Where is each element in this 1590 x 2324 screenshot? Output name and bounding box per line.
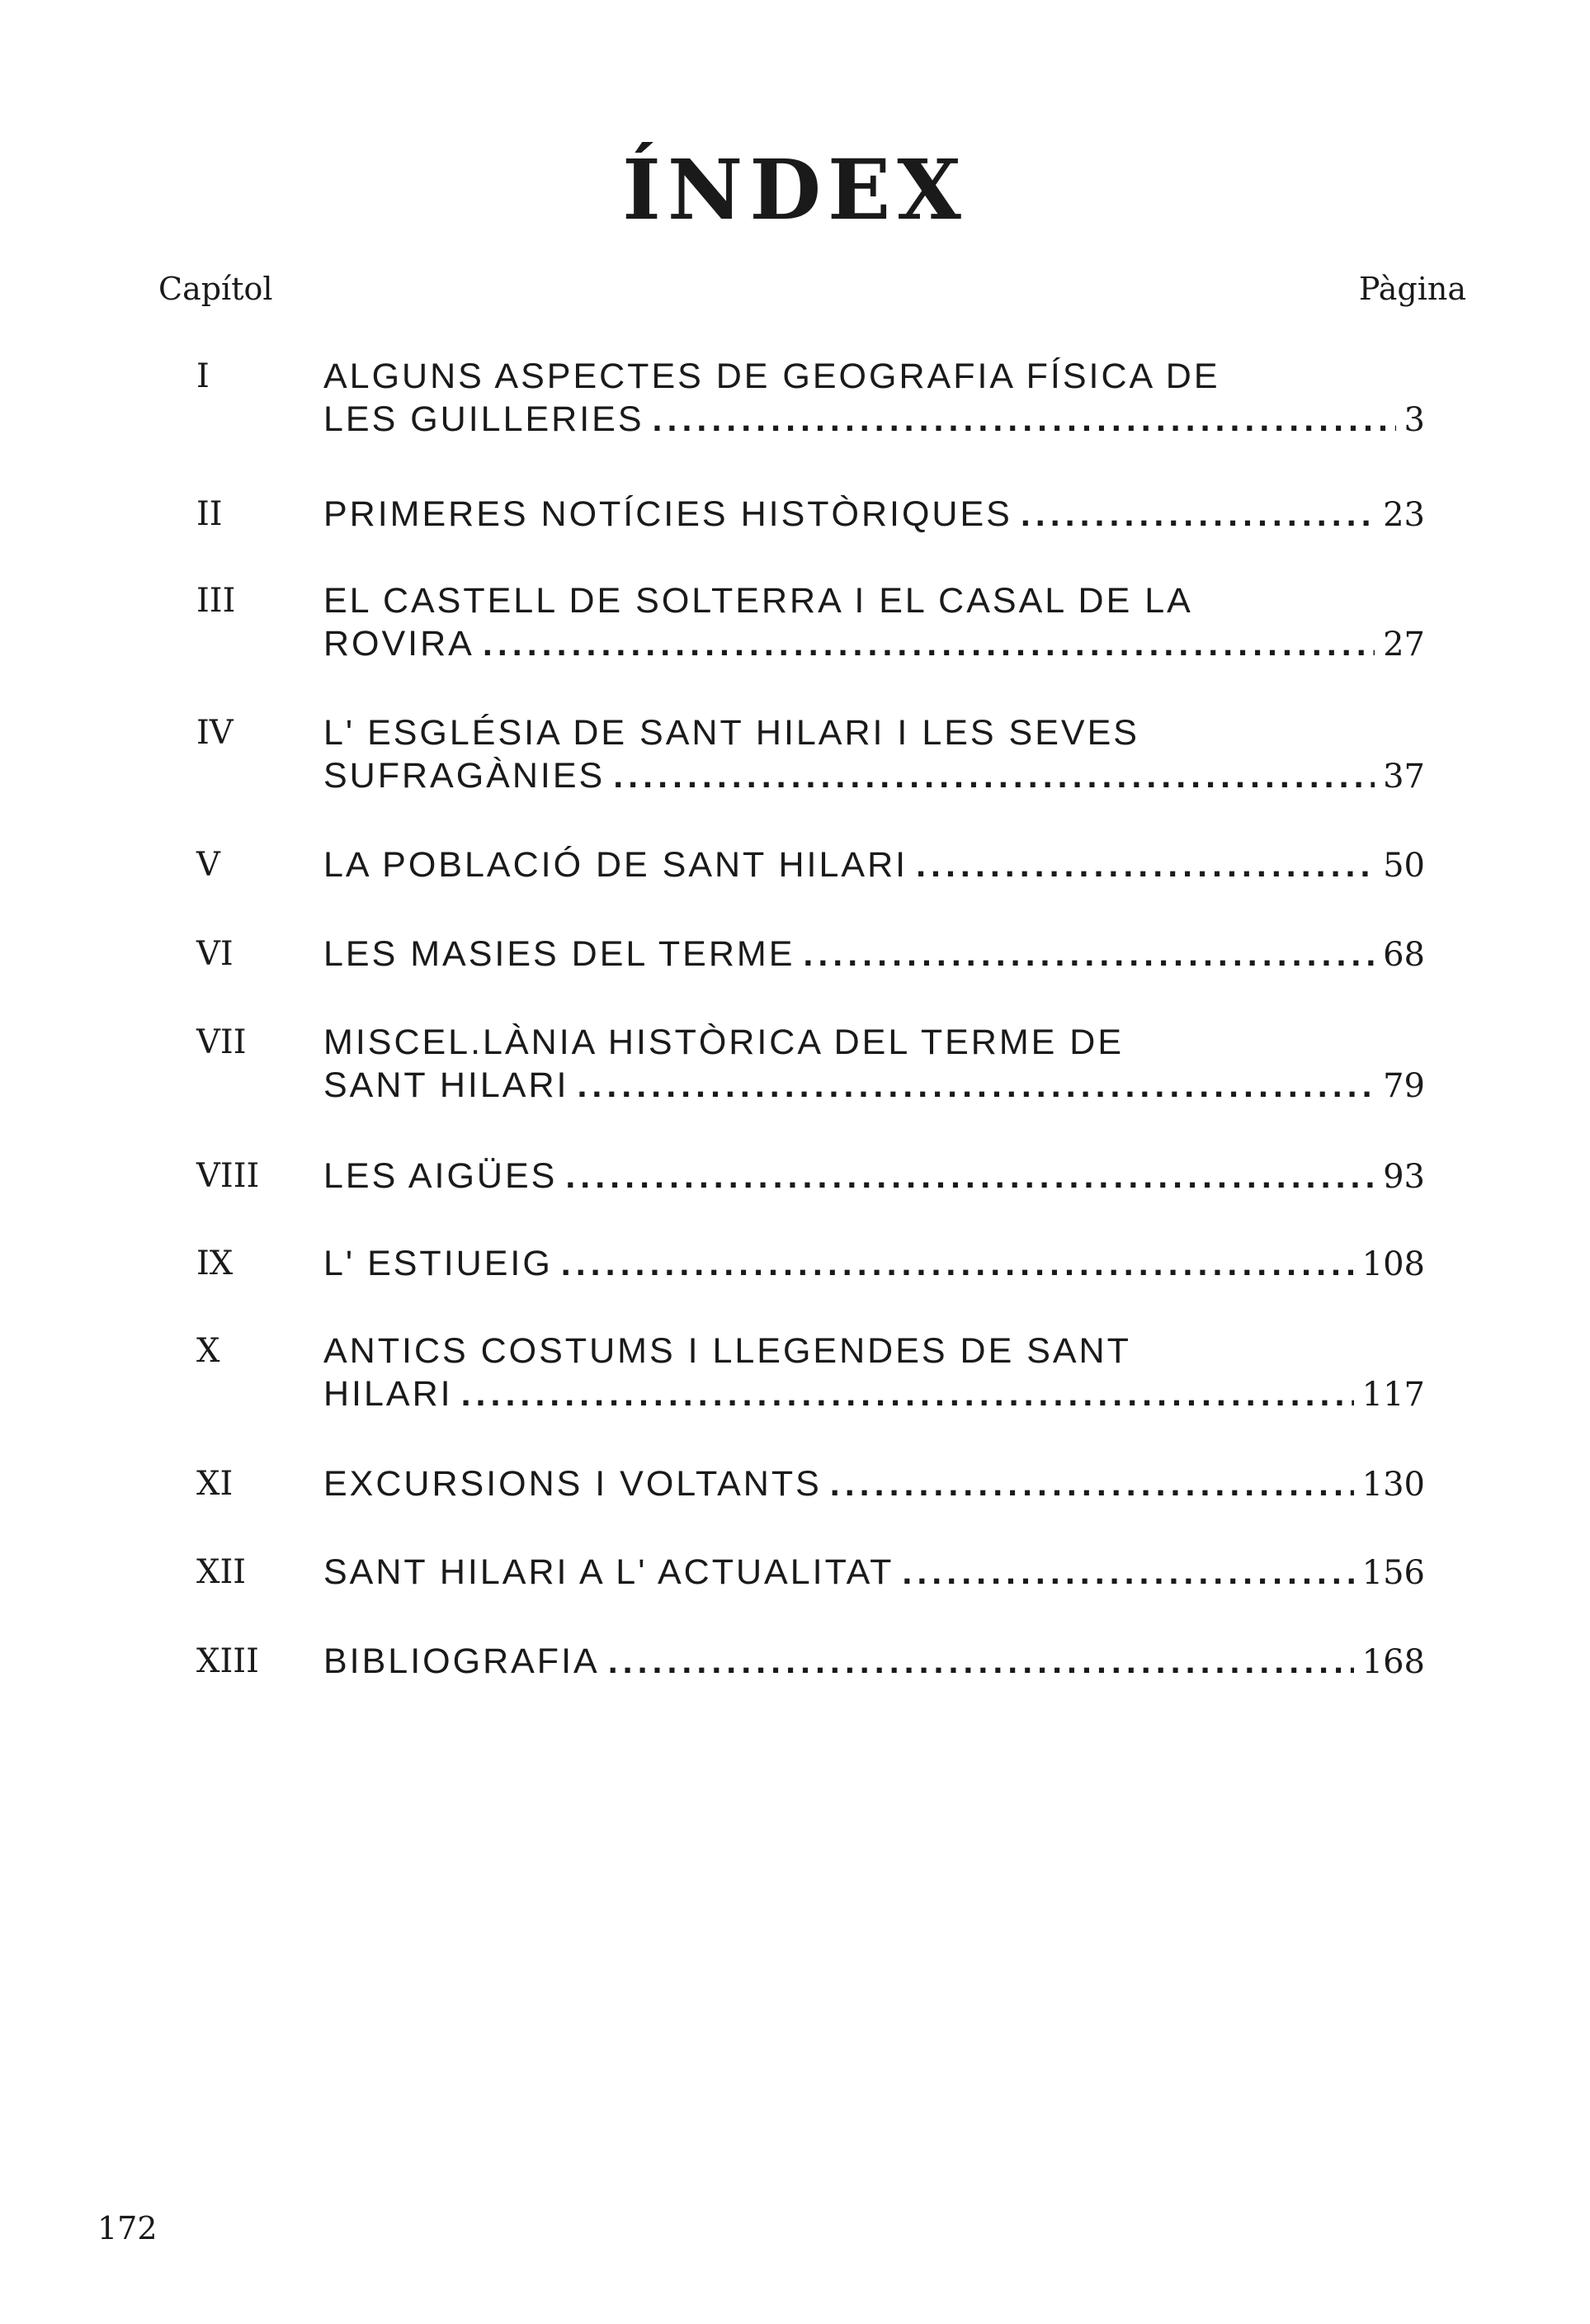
- chapter-title: [323, 579, 1425, 666]
- chapter-title: [323, 1021, 1425, 1108]
- chapter-title-line: MISCEL.LÀNIA HISTÒRICA DEL TERME DE: [323, 1023, 1124, 1062]
- dot-leader: [565, 1155, 1375, 1197]
- dot-leader: [561, 1242, 1354, 1285]
- chapter-page-number: 156: [1361, 1554, 1425, 1592]
- chapter-title: [323, 711, 1425, 798]
- chapter-number: XII: [196, 1553, 247, 1591]
- chapter-title-line: EL CASTELL DE SOLTERRA I EL CASAL DE LA: [323, 581, 1193, 621]
- chapter-title-leader-line: [323, 843, 1425, 887]
- chapter-title: [323, 1640, 1425, 1684]
- chapter-title-text: LES AIGÜES: [323, 1156, 558, 1196]
- chapter-title-text: SANT HILARI A L' ACTUALITAT: [323, 1552, 894, 1592]
- chapter-title-text: ROVIRA: [323, 624, 474, 664]
- chapter-title-leader-line: [323, 1462, 1425, 1506]
- chapter-title: [323, 493, 1425, 536]
- chapter-number: V: [196, 846, 220, 884]
- chapter-title-leader-line: [323, 1551, 1425, 1594]
- dot-leader: [830, 1462, 1354, 1505]
- chapter-page-number: 27: [1383, 626, 1425, 664]
- chapter-title: [323, 933, 1425, 976]
- dot-leader: [577, 1064, 1375, 1107]
- chapter-page-number: 108: [1361, 1245, 1425, 1283]
- chapter-page-number: 93: [1383, 1158, 1425, 1196]
- chapter-number: I: [196, 357, 210, 395]
- dot-leader: [916, 843, 1375, 886]
- chapter-title-leader-line: [323, 754, 1425, 798]
- chapter-title-leader-line: [323, 1372, 1425, 1416]
- chapter-number: III: [196, 582, 236, 620]
- page-column-label: Pàgina: [1358, 271, 1466, 307]
- chapter-title-text: PRIMERES NOTÍCIES HISTÒRIQUES: [323, 494, 1012, 534]
- dot-leader: [483, 622, 1375, 665]
- chapter-title-text: LES MASIES DEL TERME: [323, 934, 795, 974]
- chapter-title-text: SUFRAGÀNIES: [323, 756, 606, 796]
- page-number: 172: [97, 2210, 158, 2246]
- chapter-title-leader-line: [323, 398, 1425, 442]
- page-title: ÍNDEX: [622, 141, 968, 239]
- chapter-title: [323, 1242, 1425, 1286]
- chapter-title-leader-line: [323, 933, 1425, 976]
- dot-leader: [653, 398, 1396, 441]
- chapter-title: [323, 1155, 1425, 1198]
- chapter-title-line: ALGUNS ASPECTES DE GEOGRAFIA FÍSICA DE: [323, 357, 1220, 396]
- dot-leader: [613, 754, 1375, 797]
- chapter-number: XIII: [196, 1642, 259, 1680]
- chapter-title-text: LA POBLACIÓ DE SANT HILARI: [323, 845, 908, 885]
- chapter-title-line: ANTICS COSTUMS I LLEGENDES DE SANT: [323, 1331, 1131, 1371]
- chapter-title-text: HILARI: [323, 1374, 453, 1414]
- chapter-title-line: L' ESGLÉSIA DE SANT HILARI I LES SEVES: [323, 713, 1139, 753]
- chapter-title: [323, 1330, 1425, 1416]
- chapter-number: II: [196, 495, 223, 533]
- chapter-page-number: 23: [1383, 496, 1425, 534]
- chapter-title-leader-line: [323, 1640, 1425, 1684]
- chapter-title-leader-line: [323, 1155, 1425, 1198]
- chapter-page-number: 79: [1383, 1067, 1425, 1105]
- chapter-title: [323, 355, 1425, 442]
- chapter-title-leader-line: [323, 1064, 1425, 1108]
- dot-leader: [902, 1551, 1353, 1594]
- chapter-title: [323, 843, 1425, 887]
- chapter-page-number: 50: [1383, 847, 1425, 885]
- chapter-page-number: 130: [1361, 1466, 1425, 1504]
- chapter-number: VII: [196, 1023, 247, 1061]
- dot-leader: [608, 1640, 1354, 1683]
- chapter-title-leader-line: [323, 622, 1425, 666]
- chapter-number: XI: [196, 1465, 234, 1503]
- dot-leader: [1021, 493, 1375, 536]
- chapter-number: IV: [196, 714, 234, 752]
- chapter-title-text: L' ESTIUEIG: [323, 1244, 553, 1283]
- chapter-number: X: [196, 1332, 220, 1370]
- chapter-page-number: 168: [1361, 1643, 1425, 1681]
- chapter-title: [323, 1551, 1425, 1594]
- chapter-page-number: 3: [1404, 401, 1425, 439]
- chapter-title-text: BIBLIOGRAFIA: [323, 1641, 600, 1681]
- chapter-number: VI: [196, 935, 234, 973]
- chapter-page-number: 37: [1383, 758, 1425, 796]
- chapter-title-leader-line: [323, 1242, 1425, 1286]
- dot-leader: [461, 1372, 1354, 1415]
- chapter-page-number: 117: [1361, 1376, 1425, 1414]
- chapter-title-text: LES GUILLERIES: [323, 399, 644, 439]
- chapter-number: IX: [196, 1245, 234, 1282]
- chapter-title-leader-line: [323, 493, 1425, 536]
- chapter-number: VIII: [196, 1157, 260, 1195]
- chapter-column-label: Capítol: [158, 271, 273, 307]
- chapter-title-text: EXCURSIONS I VOLTANTS: [323, 1464, 822, 1504]
- dot-leader: [803, 933, 1375, 975]
- chapter-title-text: SANT HILARI: [323, 1065, 569, 1105]
- chapter-title: [323, 1462, 1425, 1506]
- chapter-page-number: 68: [1383, 936, 1425, 974]
